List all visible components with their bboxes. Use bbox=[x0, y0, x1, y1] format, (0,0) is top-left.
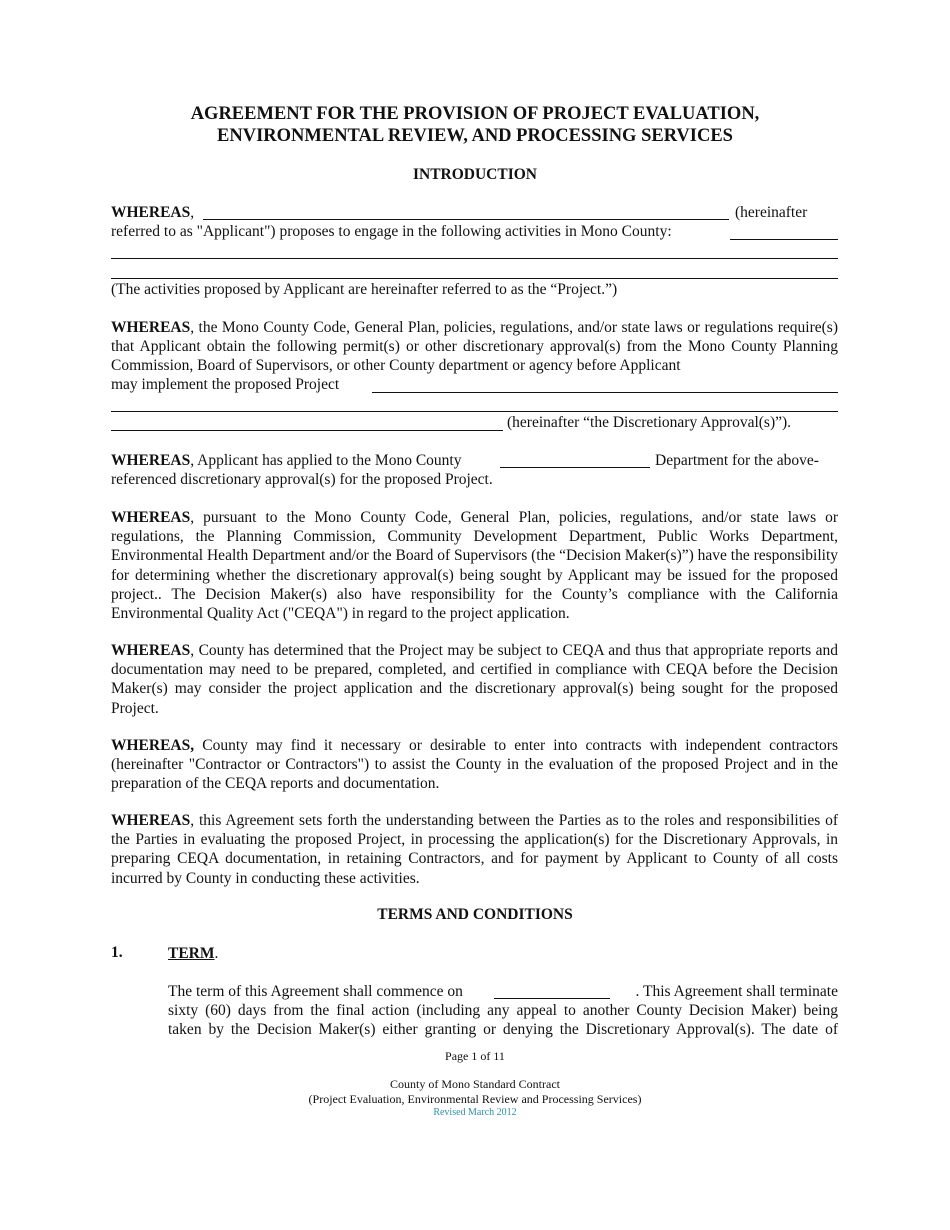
whereas-comma: , bbox=[190, 204, 195, 221]
footer-contract-line-1: County of Mono Standard Contract bbox=[390, 1077, 560, 1091]
recital-1-line-2: referred to as "Applicant") proposes to engage in the following activities in Mono County: bbox=[111, 223, 672, 240]
section-1-heading bbox=[168, 944, 218, 963]
recital-5-paragraph bbox=[111, 641, 838, 718]
recital-5-text: , County has determined that the Project may be subject to CEQA and thus that appropriate reports and documentation may need to be prepared, completed, and certified in compliance with CEQA before the Decision Maker(s) may consider the project application and the discretionary approval(s) being sought for the proposed Project. bbox=[111, 642, 838, 717]
recital-3-line-1 bbox=[111, 451, 461, 470]
approvals-blank-3 bbox=[111, 430, 503, 431]
footer-contract-line-2: (Project Evaluation, Environmental Review and Processing Services) bbox=[308, 1092, 642, 1106]
recital-7-text: , this Agreement sets forth the understanding between the Parties as to the roles and responsibilities of the Parties in evaluating the proposed Project, in processing the application(s) for the Discretionary Approvals, in preparing CEQA documentation, in retaining Contractors, and for payment by Applicant to County of all costs incurred by County in conducting these activities. bbox=[111, 812, 838, 887]
activities-blank-1 bbox=[730, 239, 838, 240]
section-1-period: . bbox=[214, 945, 219, 962]
approvals-blank-2 bbox=[111, 411, 838, 412]
recital-1-line-1 bbox=[111, 203, 194, 222]
term-line-1-end: . This Agreement shall terminate bbox=[635, 983, 838, 1000]
document-title-line-2: ENVIRONMENTAL REVIEW, AND PROCESSING SERVICES bbox=[217, 126, 733, 146]
activities-blank-2 bbox=[111, 258, 838, 259]
commence-date-blank bbox=[494, 998, 610, 999]
section-1-title: TERM bbox=[168, 945, 215, 962]
approvals-blank-1 bbox=[372, 392, 838, 393]
recital-3-part-1: , Applicant has applied to the Mono County bbox=[190, 452, 462, 469]
terms-heading: TERMS AND CONDITIONS bbox=[377, 906, 573, 923]
footer-revised: Revised March 2012 bbox=[433, 1107, 517, 1118]
whereas-label: WHEREAS, bbox=[111, 737, 195, 754]
whereas-label: WHEREAS bbox=[111, 509, 191, 526]
recital-2-paragraph bbox=[111, 318, 838, 376]
document-title-line-1: AGREEMENT FOR THE PROVISION OF PROJECT EVALUATION, bbox=[190, 104, 760, 124]
recital-4-text: , pursuant to the Mono County Code, General Plan, policies, regulations, and/or state laws or regulations, the Planning Commission, Community Development Department, Public Works Department, Environmental Health Department and/or the Board of Supervisors (the “Decision Maker(s)”) have the responsibility for determining whether the discretionary approval(s) being sought by Applicant may be issued for the proposed project.. The Decision Maker(s) also have responsibility for the County’s compliance with the California Environmental Quality Act ("CEQA") in regard to the project application. bbox=[111, 509, 838, 623]
whereas-label: WHEREAS bbox=[111, 452, 191, 469]
activities-blank-3 bbox=[111, 278, 838, 279]
recital-7-paragraph bbox=[111, 811, 838, 888]
whereas-label: WHEREAS bbox=[111, 642, 191, 659]
introduction-heading: INTRODUCTION bbox=[412, 166, 537, 183]
department-blank bbox=[500, 467, 650, 468]
recital-3-part-2: Department for the above- bbox=[655, 452, 819, 469]
term-line-1-start: The term of this Agreement shall commence on bbox=[168, 983, 463, 1000]
term-line-2: sixty (60) days from the final action (including any appeal to another County Decision Maker) being bbox=[168, 1002, 838, 1019]
recital-4-paragraph bbox=[111, 508, 838, 623]
recital-3-line-2: referenced discretionary approval(s) for the proposed Project. bbox=[111, 471, 493, 488]
recital-1-note: (The activities proposed by Applicant are hereinafter referred to as the “Project.”) bbox=[111, 281, 618, 298]
term-line-3: taken by the Decision Maker(s) either granting or denying the Discretionary Approval(s). The date of bbox=[168, 1021, 838, 1038]
recital-2-suffix: (hereinafter “the Discretionary Approval(s)”). bbox=[507, 414, 792, 431]
recital-2-text: , the Mono County Code, General Plan, policies, regulations, and/or state laws or regulations require(s) that Applicant obtain the following permit(s) or other discretionary approval(s) from the Mono County Planning Commission, Board of Supervisors, or other County department or agency before Applicant bbox=[111, 319, 838, 375]
applicant-name-blank bbox=[203, 219, 729, 220]
recital-6-text: County may find it necessary or desirable to enter into contracts with independent contractors (hereinafter "Contractor or Contractors") to assist the County in the evaluation of the proposed Project and in the preparation of the CEQA reports and documentation. bbox=[111, 737, 838, 793]
whereas-label: WHEREAS bbox=[111, 812, 191, 829]
section-1-number: 1. bbox=[111, 944, 123, 961]
whereas-label: WHEREAS bbox=[111, 319, 191, 336]
recital-1-hereinafter: (hereinafter bbox=[735, 204, 808, 221]
recital-2-last-line: may implement the proposed Project bbox=[111, 376, 340, 393]
recital-6-paragraph bbox=[111, 736, 838, 794]
whereas-label: WHEREAS bbox=[111, 204, 191, 221]
page-number: Page 1 of 11 bbox=[445, 1049, 505, 1063]
